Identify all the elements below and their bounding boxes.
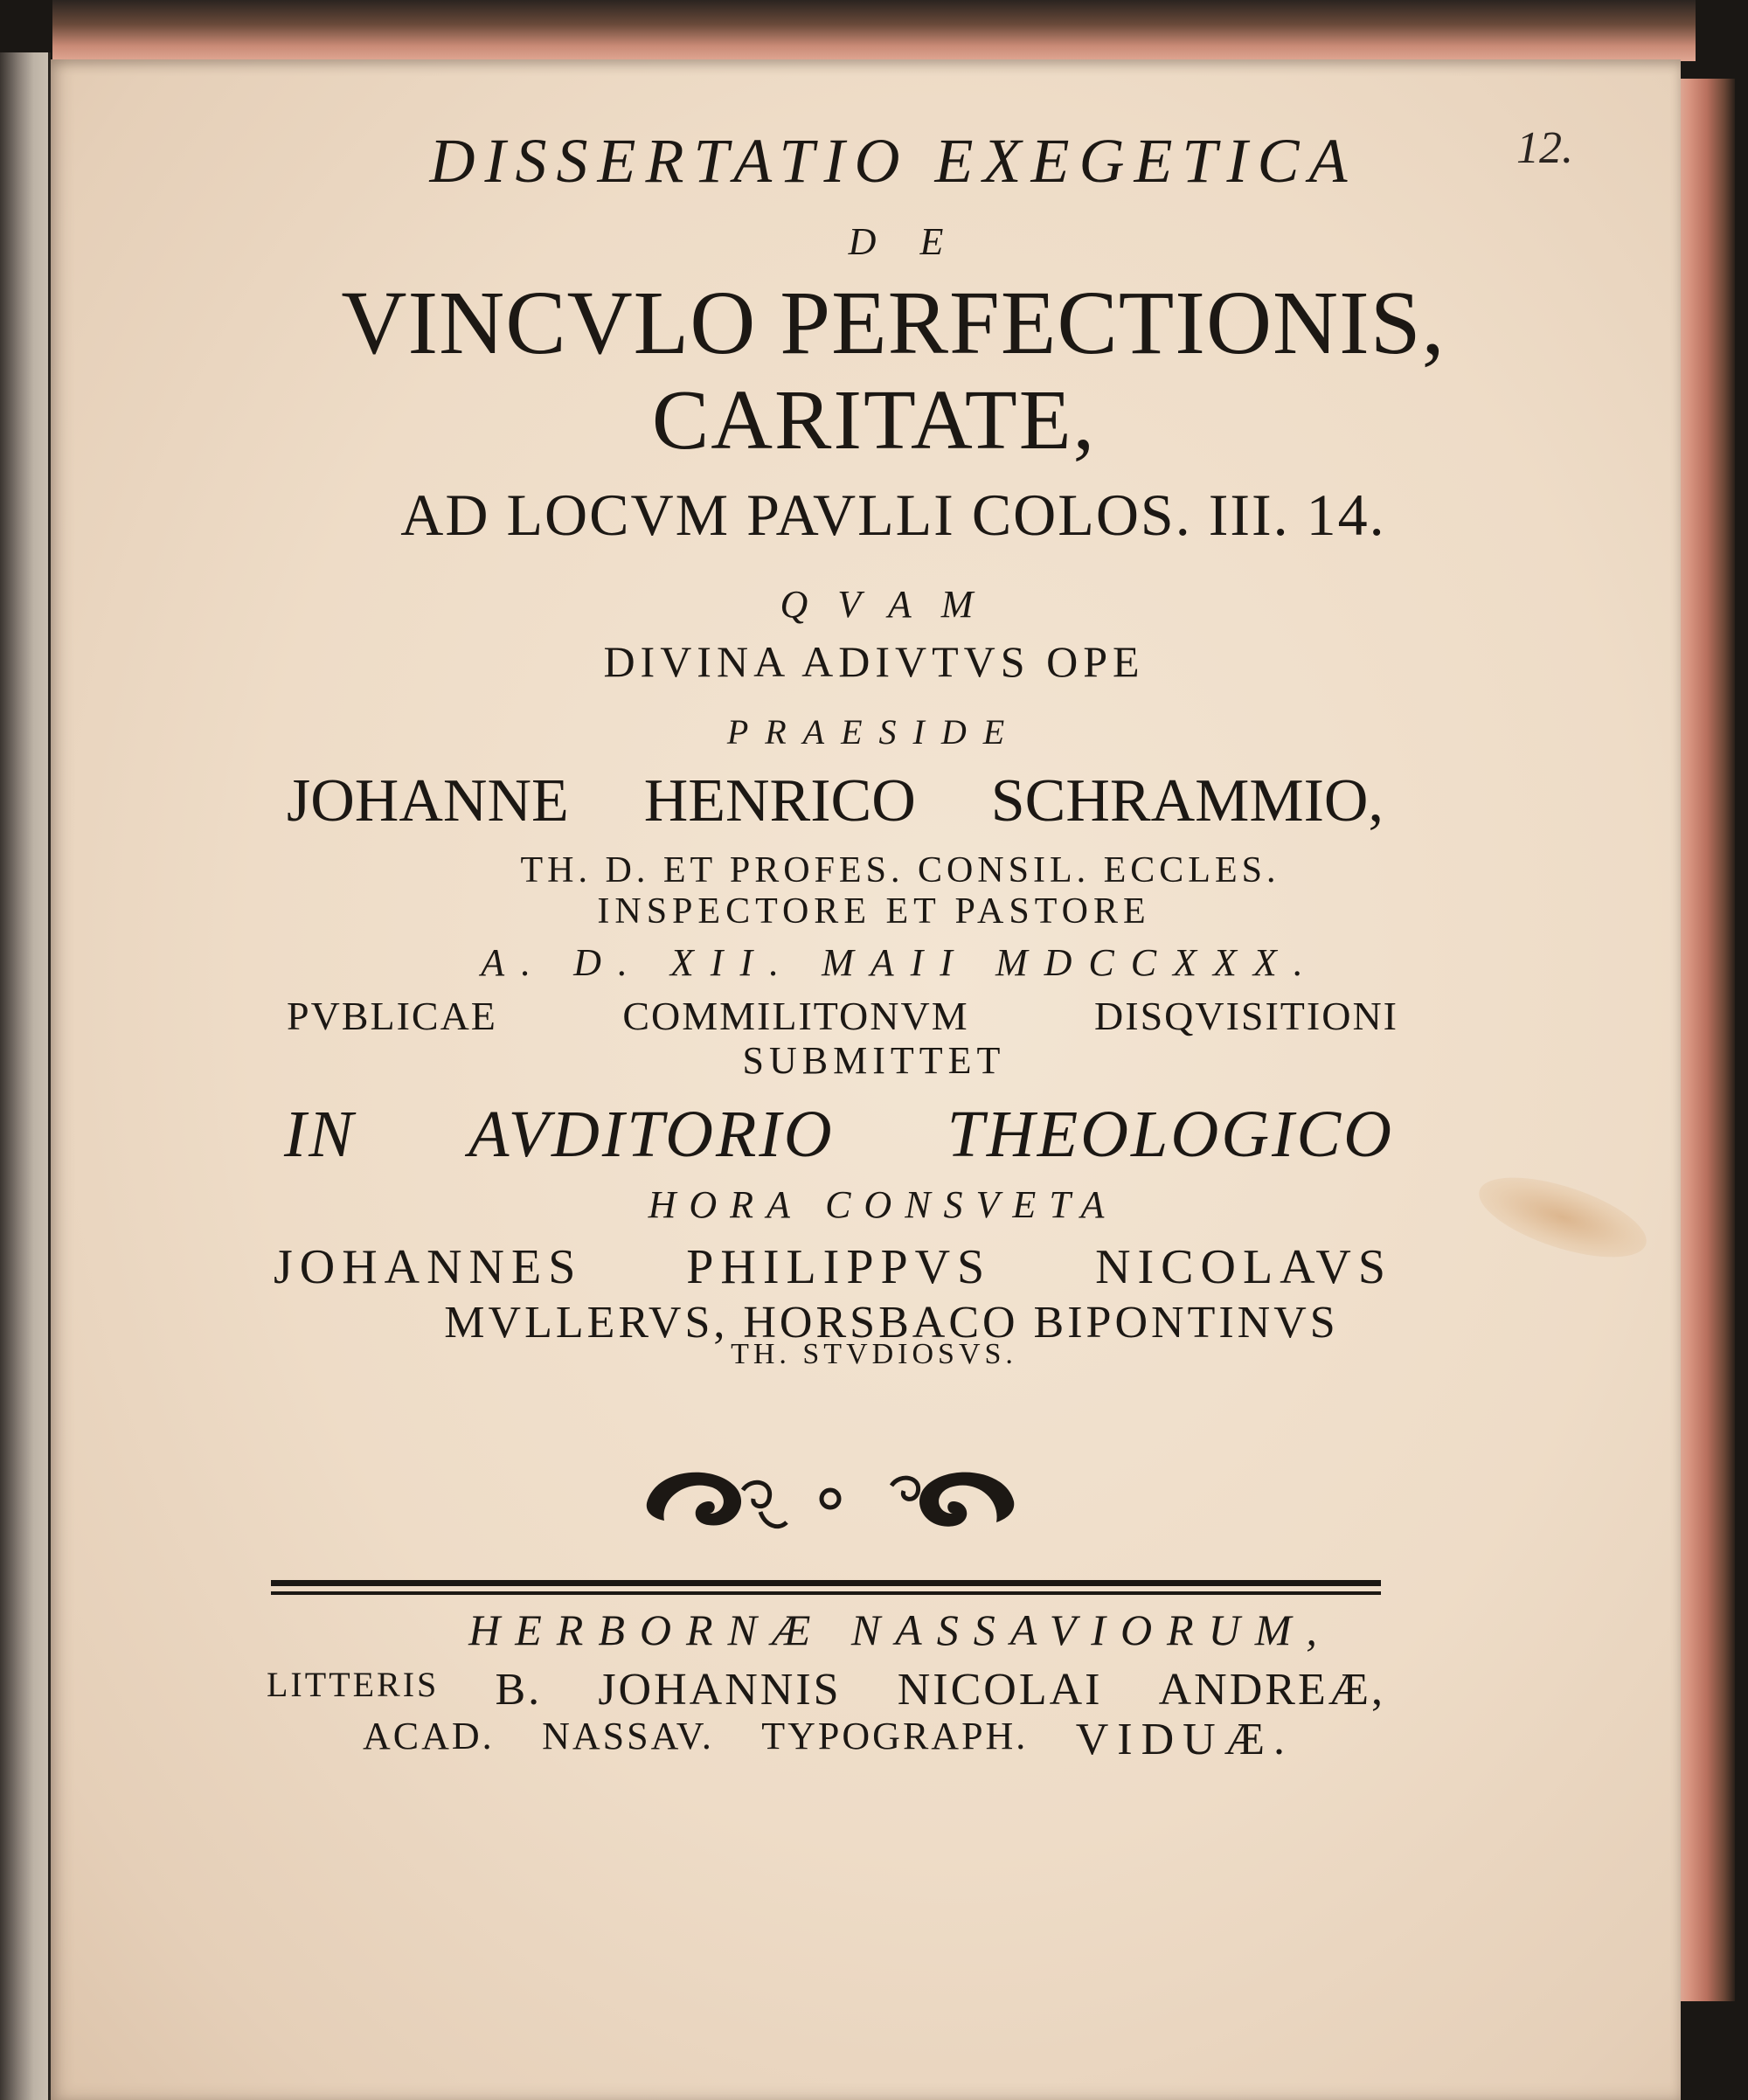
publicae-line xyxy=(287,996,1398,1036)
auditorio-word: AVDITORIO xyxy=(468,1098,835,1171)
respondens-line-1 xyxy=(274,1240,1392,1294)
praeside-line: PRAESIDE xyxy=(726,712,1022,752)
praeses-name xyxy=(287,767,1384,835)
publicae-word: PVBLICAE xyxy=(287,994,497,1038)
praeses-name-word: JOHANNE xyxy=(287,767,569,835)
title-line-caritate: CARITATE, xyxy=(651,373,1097,468)
page-number: 12. xyxy=(1516,123,1573,173)
auditorio-word: THEOLOGICO xyxy=(947,1098,1394,1171)
divina-line: DIVINA ADIVTVS OPE xyxy=(603,637,1145,686)
imprint-word: LITTERIS xyxy=(267,1665,440,1704)
respondens-word: NICOLAVS xyxy=(1095,1240,1392,1294)
date-line: A. D. XII. MAII MDCCXXX. xyxy=(481,941,1320,984)
imprint-word: VIDUÆ. xyxy=(1075,1715,1294,1764)
imprint-line-2 xyxy=(267,1667,1385,1713)
submittet-line: SUBMITTET xyxy=(742,1039,1006,1082)
title-line-1: DISSERTATIO EXEGETICA xyxy=(429,126,1357,196)
book-top-edge xyxy=(52,0,1696,61)
auditorio-word: IN xyxy=(284,1098,356,1171)
publicae-word: COMMILITONVM xyxy=(622,994,969,1038)
printers-ornament xyxy=(629,1451,1031,1547)
title-line-de: DE xyxy=(848,220,988,263)
double-rule xyxy=(271,1577,1381,1602)
praeses-name-word: SCHRAMMIO, xyxy=(990,767,1384,835)
imprint-word: NICOLAI xyxy=(897,1665,1103,1715)
imprint-line-3 xyxy=(363,1717,1294,1763)
praeses-office: INSPECTORE ET PASTORE xyxy=(597,891,1151,932)
respondens-line-3: TH. STVDIOSVS. xyxy=(731,1338,1017,1370)
auditorio-line xyxy=(284,1098,1394,1171)
imprint-word: NASSAV. xyxy=(542,1715,714,1757)
publicae-word: DISQVISITIONI xyxy=(1094,994,1398,1038)
imprint-word: ACAD. xyxy=(363,1715,495,1757)
imprint-word: TYPOGRAPH. xyxy=(761,1715,1029,1757)
imprint-word: ANDREÆ, xyxy=(1158,1665,1385,1715)
praeses-name-word: HENRICO xyxy=(643,767,916,835)
imprint-word: B. xyxy=(495,1665,543,1715)
imprint-word: JOHANNIS xyxy=(598,1665,842,1715)
hora-line: HORA CONSVETA xyxy=(648,1183,1118,1226)
respondens-word: JOHANNES xyxy=(274,1240,583,1294)
qvam-line: QVAM xyxy=(780,583,1003,626)
title-line-locus: AD LOCVM PAVLLI COLOS. III. 14. xyxy=(400,482,1386,548)
respondens-line-2: MVLLERVS, HORSBACO BIPONTINVS xyxy=(444,1298,1339,1348)
imprint-line-1: HERBORNÆ NASSAVIORUM, xyxy=(468,1605,1332,1654)
praeses-titles: TH. D. ET PROFES. CONSIL. ECCLES. xyxy=(520,850,1280,891)
title-line-vinculo: VINCVLO PERFECTIONIS, xyxy=(341,273,1446,373)
respondens-word: PHILIPPVS xyxy=(686,1240,992,1294)
